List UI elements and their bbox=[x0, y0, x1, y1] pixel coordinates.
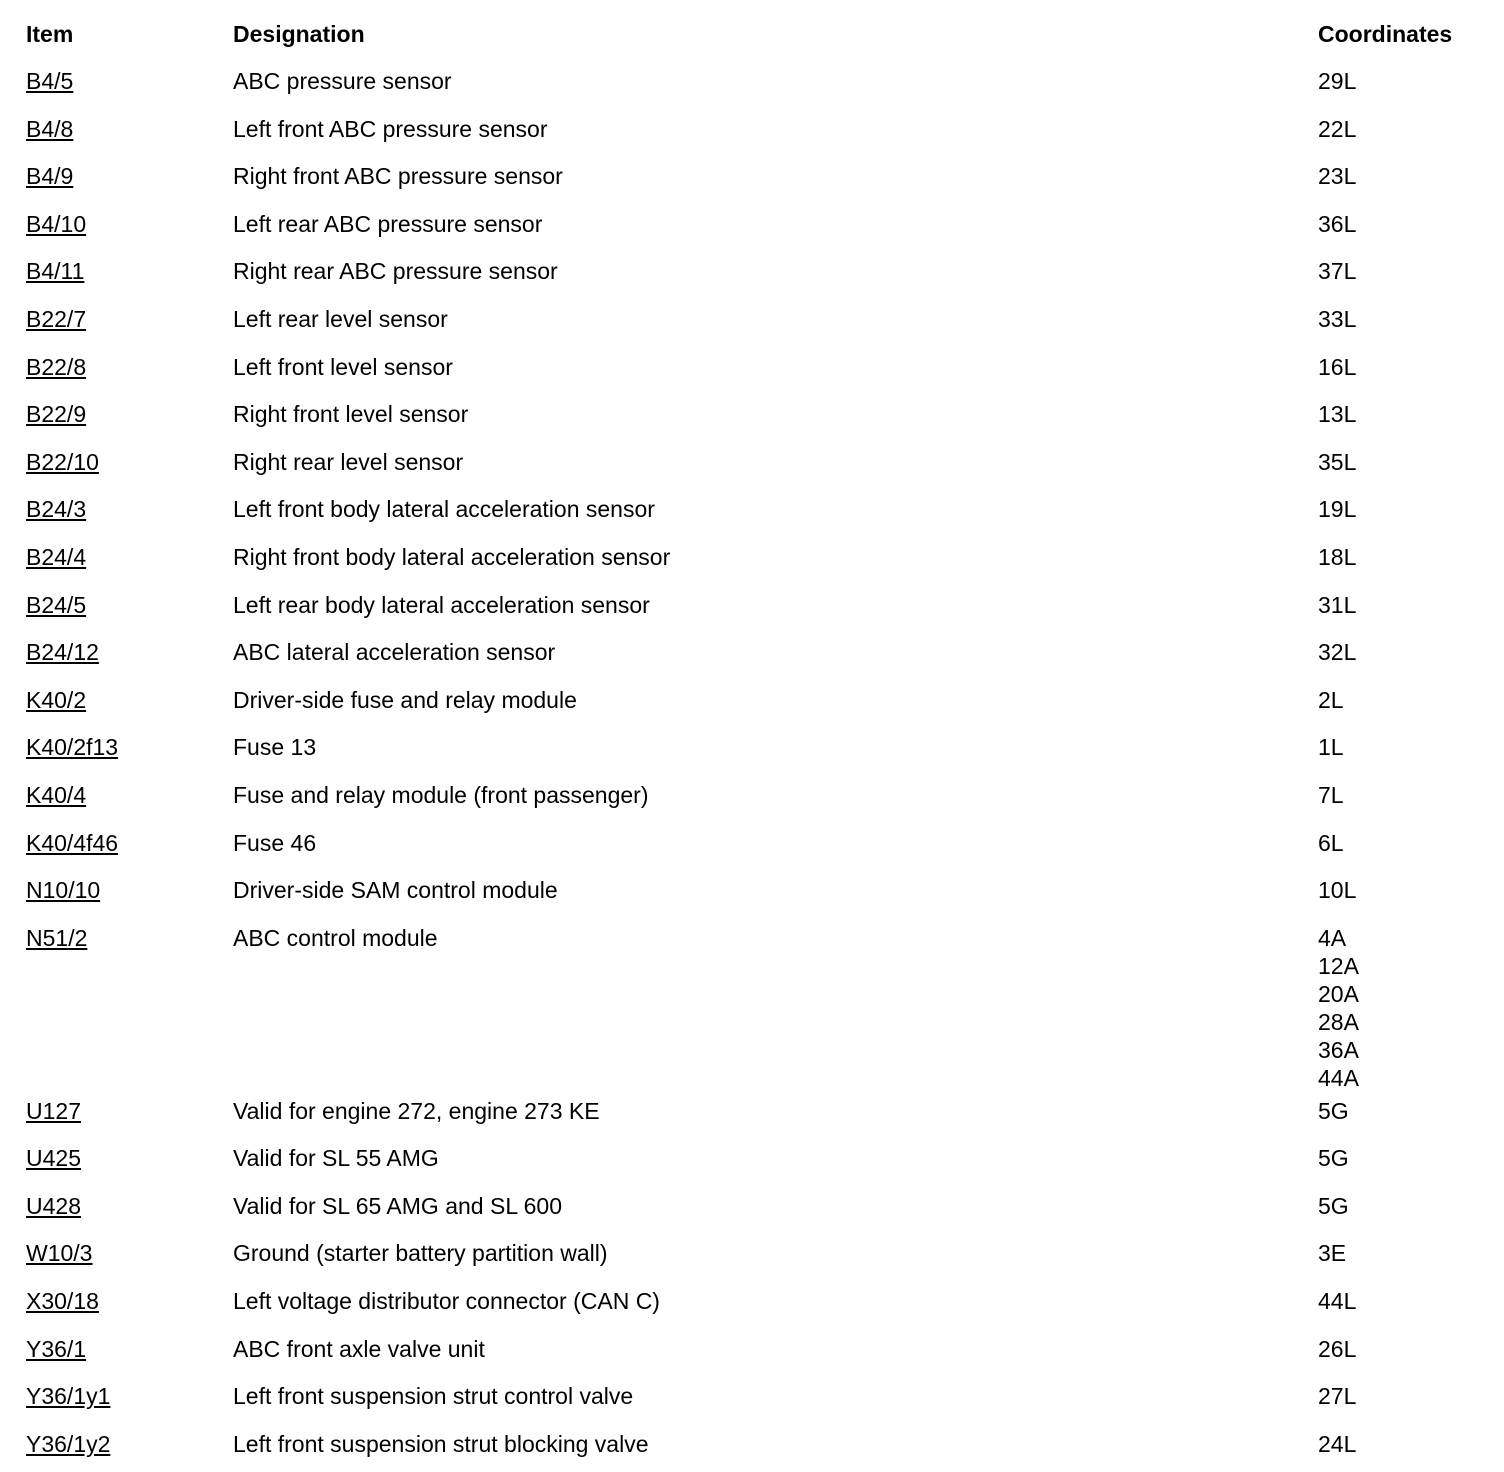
item-cell bbox=[26, 824, 233, 872]
item-link[interactable]: B22/9 bbox=[26, 401, 87, 428]
item-cell bbox=[26, 1330, 233, 1378]
coordinate-value: 37L bbox=[1318, 258, 1357, 285]
coordinates-cell bbox=[1318, 871, 1486, 919]
legend-body bbox=[26, 62, 1486, 1472]
item-cell bbox=[26, 919, 233, 1092]
designation-cell: Driver-side fuse and relay module bbox=[233, 686, 577, 713]
coordinates-cell bbox=[1318, 824, 1486, 872]
item-cell bbox=[26, 300, 233, 348]
table-row bbox=[26, 1187, 1486, 1235]
item-cell bbox=[26, 538, 233, 586]
table-row bbox=[26, 252, 1486, 300]
designation-cell: Left front ABC pressure sensor bbox=[233, 115, 548, 142]
item-link[interactable]: B24/4 bbox=[26, 543, 87, 570]
item-cell bbox=[26, 1139, 233, 1187]
item-cell bbox=[26, 1425, 233, 1472]
coordinates-cell bbox=[1318, 538, 1486, 586]
coordinate-value: 4A bbox=[1318, 924, 1347, 951]
coordinates-cell bbox=[1318, 633, 1486, 681]
item-cell bbox=[26, 110, 233, 158]
designation-cell: Fuse 46 bbox=[233, 829, 317, 856]
table-row bbox=[26, 205, 1486, 253]
component-legend-table bbox=[26, 16, 1486, 1472]
coordinates-cell bbox=[1318, 586, 1486, 634]
item-link[interactable]: U425 bbox=[26, 1145, 81, 1172]
item-link[interactable]: K40/4 bbox=[26, 781, 87, 808]
item-link[interactable]: K40/2 bbox=[26, 686, 87, 713]
item-link[interactable]: B22/8 bbox=[26, 353, 87, 380]
coordinate-value: 22L bbox=[1318, 115, 1357, 142]
coordinates-cell bbox=[1318, 1092, 1486, 1140]
coordinate-value: 6L bbox=[1318, 829, 1344, 856]
designation-cell: Right rear level sensor bbox=[233, 448, 464, 475]
table-row bbox=[26, 1377, 1486, 1425]
coordinate-value: 44A bbox=[1318, 1064, 1359, 1091]
designation-cell: Left rear body lateral acceleration sensor bbox=[233, 591, 650, 618]
designation-cell: Valid for SL 55 AMG bbox=[233, 1145, 439, 1172]
item-link[interactable]: B4/9 bbox=[26, 163, 74, 190]
coordinate-value: 24L bbox=[1318, 1430, 1357, 1457]
coordinate-value: 5G bbox=[1318, 1097, 1349, 1124]
coordinate-value: 16L bbox=[1318, 353, 1357, 380]
coordinates-cell bbox=[1318, 681, 1486, 729]
item-link[interactable]: B4/10 bbox=[26, 210, 87, 237]
table-row bbox=[26, 919, 1486, 1092]
table-row bbox=[26, 348, 1486, 396]
table-row bbox=[26, 1234, 1486, 1282]
item-link[interactable]: B24/5 bbox=[26, 591, 87, 618]
designation-cell: Driver-side SAM control module bbox=[233, 877, 558, 904]
item-cell bbox=[26, 62, 233, 110]
coordinates-cell bbox=[1318, 1234, 1486, 1282]
coordinates-cell bbox=[1318, 1425, 1486, 1472]
coordinate-value: 12A bbox=[1318, 952, 1359, 979]
designation-cell: Left rear ABC pressure sensor bbox=[233, 210, 543, 237]
coordinates-cell bbox=[1318, 1139, 1486, 1187]
item-cell bbox=[26, 776, 233, 824]
coordinate-value: 36L bbox=[1318, 210, 1357, 237]
designation-cell: Right front level sensor bbox=[233, 401, 469, 428]
coordinate-value: 2L bbox=[1318, 686, 1344, 713]
coordinate-value: 29L bbox=[1318, 68, 1357, 94]
item-cell bbox=[26, 348, 233, 396]
table-row bbox=[26, 633, 1486, 681]
table-row bbox=[26, 1139, 1486, 1187]
coordinates-cell bbox=[1318, 205, 1486, 253]
item-cell bbox=[26, 490, 233, 538]
coordinate-value: 10L bbox=[1318, 877, 1357, 904]
coordinates-cell bbox=[1318, 300, 1486, 348]
item-link[interactable]: W10/3 bbox=[26, 1240, 93, 1267]
designation-cell: ABC pressure sensor bbox=[233, 68, 452, 94]
designation-cell: ABC control module bbox=[233, 924, 438, 951]
coordinates-cell bbox=[1318, 62, 1486, 110]
table-row bbox=[26, 776, 1486, 824]
coordinate-value: 44L bbox=[1318, 1288, 1357, 1315]
coordinates-cell bbox=[1318, 110, 1486, 158]
column-header-coordinates: Coordinates bbox=[1318, 21, 1453, 47]
coordinate-value: 28A bbox=[1318, 1008, 1359, 1035]
item-cell bbox=[26, 1377, 233, 1425]
item-cell bbox=[26, 871, 233, 919]
designation-cell: Fuse and relay module (front passenger) bbox=[233, 781, 649, 808]
table-row bbox=[26, 157, 1486, 205]
item-cell bbox=[26, 205, 233, 253]
item-cell bbox=[26, 395, 233, 443]
designation-cell: Left front body lateral acceleration sensor bbox=[233, 496, 655, 523]
coordinate-value: 18L bbox=[1318, 543, 1357, 570]
coordinates-cell bbox=[1318, 157, 1486, 205]
item-link[interactable]: X30/18 bbox=[26, 1288, 99, 1315]
table-row bbox=[26, 1425, 1486, 1472]
coordinates-cell bbox=[1318, 1330, 1486, 1378]
designation-cell: Fuse 13 bbox=[233, 734, 317, 761]
table-row bbox=[26, 871, 1486, 919]
coordinate-value: 7L bbox=[1318, 781, 1344, 808]
item-cell bbox=[26, 1187, 233, 1235]
coordinate-value: 36A bbox=[1318, 1036, 1359, 1063]
coordinate-value: 20A bbox=[1318, 980, 1359, 1007]
designation-cell: Left front suspension strut blocking valve bbox=[233, 1430, 649, 1457]
item-link[interactable]: Y36/1y1 bbox=[26, 1383, 111, 1410]
item-cell bbox=[26, 443, 233, 491]
designation-cell: Left rear level sensor bbox=[233, 305, 448, 332]
item-link[interactable]: Y36/1y2 bbox=[26, 1430, 111, 1457]
designation-cell: Ground (starter battery partition wall) bbox=[233, 1240, 608, 1267]
coordinates-cell bbox=[1318, 1187, 1486, 1235]
item-cell bbox=[26, 633, 233, 681]
coordinate-value: 19L bbox=[1318, 496, 1357, 523]
item-link[interactable]: K40/4f46 bbox=[26, 829, 119, 856]
item-cell bbox=[26, 586, 233, 634]
coordinates-cell bbox=[1318, 1377, 1486, 1425]
item-cell bbox=[26, 157, 233, 205]
coordinates-cell bbox=[1318, 919, 1486, 1092]
coordinates-cell bbox=[1318, 728, 1486, 776]
column-header-item: Item bbox=[26, 21, 74, 47]
table-row bbox=[26, 443, 1486, 491]
coordinate-value: 26L bbox=[1318, 1335, 1357, 1362]
coordinates-cell bbox=[1318, 395, 1486, 443]
designation-cell: ABC lateral acceleration sensor bbox=[233, 639, 556, 666]
item-link[interactable]: B4/5 bbox=[26, 68, 74, 94]
item-cell bbox=[26, 681, 233, 729]
table-row bbox=[26, 538, 1486, 586]
table-row bbox=[26, 1282, 1486, 1330]
designation-cell: Left front suspension strut control valve bbox=[233, 1383, 634, 1410]
table-row bbox=[26, 824, 1486, 872]
item-link[interactable]: B4/8 bbox=[26, 115, 74, 142]
item-cell bbox=[26, 728, 233, 776]
coordinates-cell bbox=[1318, 776, 1486, 824]
coordinate-value: 5G bbox=[1318, 1192, 1349, 1219]
coordinates-cell bbox=[1318, 1282, 1486, 1330]
coordinate-value: 23L bbox=[1318, 163, 1357, 190]
coordinates-cell bbox=[1318, 348, 1486, 396]
designation-cell: ABC front axle valve unit bbox=[233, 1335, 485, 1362]
designation-cell: Right front ABC pressure sensor bbox=[233, 163, 563, 190]
designation-cell: Valid for engine 272, engine 273 KE bbox=[233, 1097, 600, 1124]
designation-cell: Left voltage distributor connector (CAN C) bbox=[233, 1288, 660, 1315]
table-row bbox=[26, 1092, 1486, 1140]
table-row bbox=[26, 728, 1486, 776]
coordinate-value: 13L bbox=[1318, 401, 1357, 428]
table-row bbox=[26, 300, 1486, 348]
item-link[interactable]: U127 bbox=[26, 1097, 81, 1124]
table-row bbox=[26, 681, 1486, 729]
item-link[interactable]: B22/10 bbox=[26, 448, 99, 475]
table-row bbox=[26, 395, 1486, 443]
coordinate-value: 3E bbox=[1318, 1240, 1347, 1267]
item-link[interactable]: Y36/1 bbox=[26, 1335, 87, 1362]
coordinate-value: 31L bbox=[1318, 591, 1357, 618]
table-row bbox=[26, 586, 1486, 634]
coordinate-value: 33L bbox=[1318, 305, 1357, 332]
coordinates-cell bbox=[1318, 490, 1486, 538]
item-link[interactable]: K40/2f13 bbox=[26, 734, 119, 761]
item-link[interactable]: N10/10 bbox=[26, 877, 101, 904]
table-row bbox=[26, 62, 1486, 110]
designation-cell: Right rear ABC pressure sensor bbox=[233, 258, 558, 285]
table-row bbox=[26, 490, 1486, 538]
designation-cell: Valid for SL 65 AMG and SL 600 bbox=[233, 1192, 563, 1219]
coordinate-value: 27L bbox=[1318, 1383, 1357, 1410]
designation-cell: Right front body lateral acceleration sensor bbox=[233, 543, 671, 570]
coordinate-value: 35L bbox=[1318, 448, 1357, 475]
item-link[interactable]: B24/3 bbox=[26, 496, 87, 523]
table-row bbox=[26, 1330, 1486, 1378]
coordinate-value: 1L bbox=[1318, 734, 1344, 761]
item-link[interactable]: N51/2 bbox=[26, 924, 88, 951]
item-link[interactable]: B24/12 bbox=[26, 639, 99, 666]
header-row bbox=[26, 16, 1486, 62]
table-row bbox=[26, 110, 1486, 158]
coordinates-cell bbox=[1318, 443, 1486, 491]
coordinate-value: 32L bbox=[1318, 639, 1357, 666]
item-link[interactable]: B22/7 bbox=[26, 305, 87, 332]
coordinate-value: 5G bbox=[1318, 1145, 1349, 1172]
designation-cell: Left front level sensor bbox=[233, 353, 453, 380]
item-cell bbox=[26, 1092, 233, 1140]
item-link[interactable]: B4/11 bbox=[26, 258, 85, 285]
item-cell bbox=[26, 1234, 233, 1282]
column-header-designation: Designation bbox=[233, 21, 365, 47]
item-link[interactable]: U428 bbox=[26, 1192, 81, 1219]
item-cell bbox=[26, 252, 233, 300]
item-cell bbox=[26, 1282, 233, 1330]
coordinates-cell bbox=[1318, 252, 1486, 300]
